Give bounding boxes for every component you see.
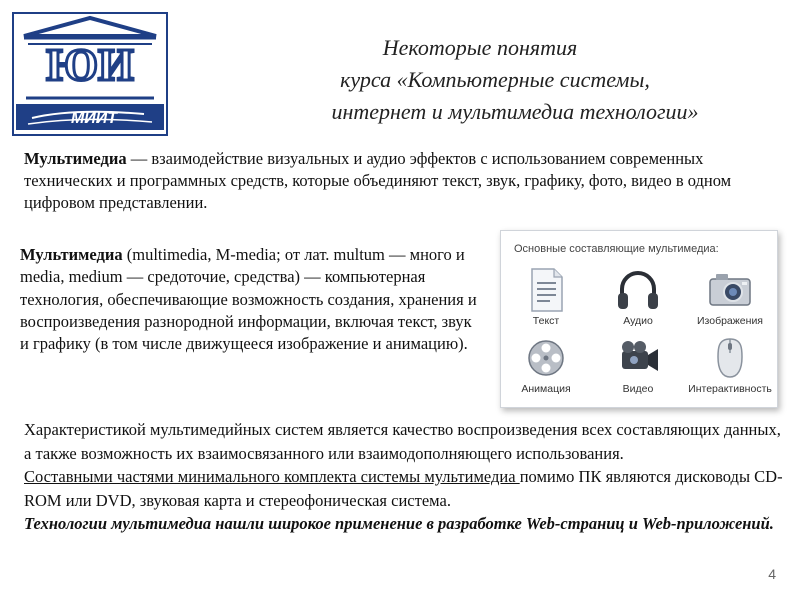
component-label: Видео <box>622 383 654 395</box>
components-underlined-text: Составными частями минимального комплекта системы мультимедиа <box>24 467 520 486</box>
panel-title: Основные составляющие мультимедиа: <box>514 243 719 255</box>
page-number: 4 <box>768 566 776 582</box>
component-interactivity <box>685 335 775 395</box>
characteristics-paragraph <box>24 418 784 536</box>
definition-text: (multimedia, M-media; от лат. multum — много и media, medium — средоточие, средства) — компьютерная технология, обеспечивающие возможность создания, хранения и воспроизведения разнородной информации, включая текст, звук и графику (в том числе движущееся изображение и анимацию). <box>20 245 477 354</box>
applications-sentence: Технологии мультимедиа нашли широкое применение в разработке Web-страниц и Web-приложений. <box>24 514 774 533</box>
component-text <box>501 267 591 327</box>
headphones-icon <box>615 267 661 313</box>
page-title <box>200 32 790 128</box>
component-label: Аудио <box>623 315 653 327</box>
logo-caption: МИИТ <box>70 110 118 127</box>
document-icon <box>526 267 566 313</box>
definition-paragraph-1 <box>24 148 764 214</box>
definition-paragraph-2 <box>20 244 480 355</box>
title-line-2: курса «Компьютерные системы, <box>340 67 650 92</box>
title-line-3: интернет и мультимедиа технологии» <box>331 99 699 124</box>
definition-text: — взаимодействие визуальных и аудио эффектов с использованием современных технических и программных средств, которые объединяют текст, звук, графику, фото, видео в одном цифровом представлении. <box>24 149 732 212</box>
university-building-icon <box>14 14 166 134</box>
components-sentence: помимо ПК являются дисководы CD-ROM или DVD, звуковая карта и стереофоническая система. <box>24 467 783 510</box>
characteristics-sentence: Характеристикой мультимедийных систем является качество воспроизведения всех составляющих данных, а также возможность их взаимосвязанного или взаимодополняющего использования. <box>24 420 781 463</box>
camera-icon <box>706 267 754 313</box>
component-animation <box>501 335 591 395</box>
mouse-icon <box>706 335 754 381</box>
component-images <box>685 267 775 327</box>
title-line-1: Некоторые понятия <box>382 35 578 60</box>
multimedia-components-panel <box>500 230 778 408</box>
miit-logo <box>12 12 168 136</box>
component-label: Интерактивность <box>688 383 772 395</box>
component-label: Текст <box>532 315 560 327</box>
film-reel-icon <box>522 335 570 381</box>
component-label: Анимация <box>521 383 571 395</box>
component-label: Изображения <box>697 315 763 327</box>
video-camera-icon <box>614 335 662 381</box>
component-audio <box>593 267 683 327</box>
term-multimedia: Мультимедиа <box>24 149 127 168</box>
term-multimedia: Мультимедиа <box>20 245 123 264</box>
logo-letters: ЮИ <box>46 39 134 90</box>
component-video <box>593 335 683 395</box>
